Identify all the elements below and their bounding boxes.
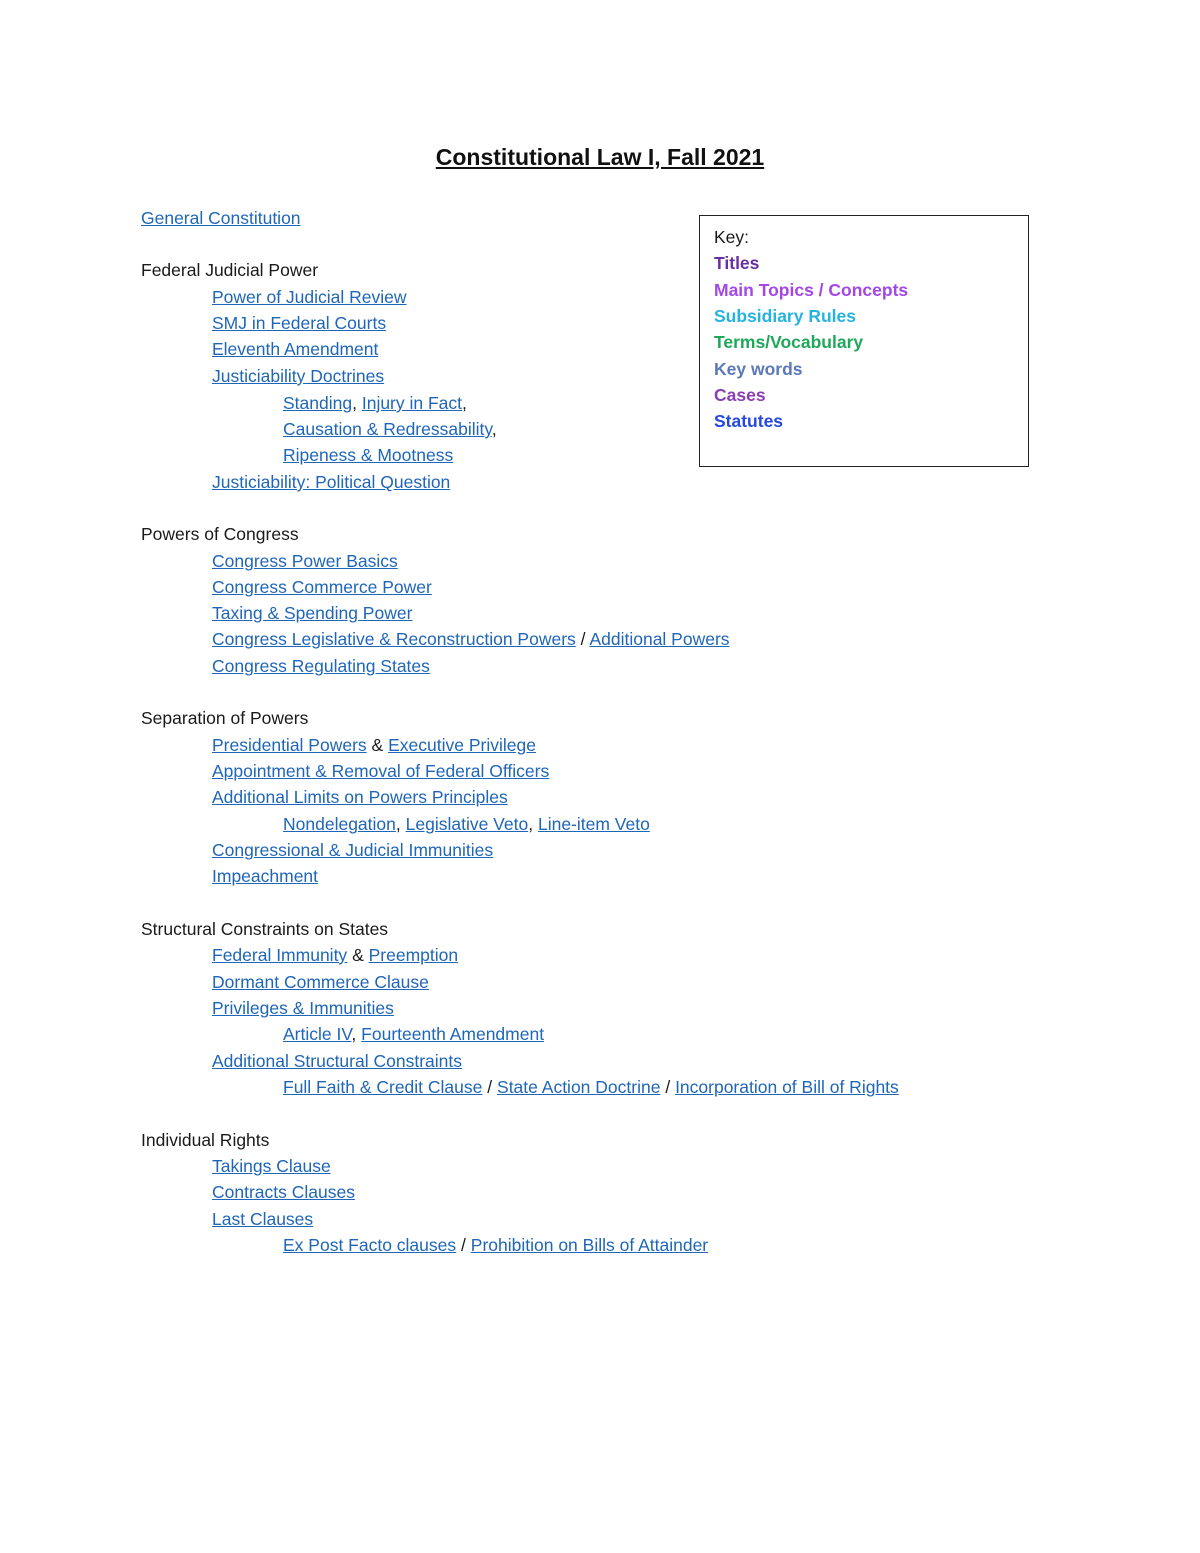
link-last-clauses[interactable]: Last Clauses [212, 1209, 314, 1229]
link-privileges-immunities[interactable]: Privileges & Immunities [212, 998, 394, 1018]
separator: / [580, 629, 586, 649]
outline-row [212, 1208, 313, 1230]
outline-row [141, 207, 301, 229]
link-ripeness-mootness[interactable]: Ripeness & Mootness [283, 445, 454, 465]
outline-row [283, 1076, 899, 1098]
outline-row [283, 813, 650, 835]
outline-row [212, 365, 384, 387]
outline-row [212, 602, 412, 624]
key-item-key-words: Key words [714, 359, 803, 379]
link-presidential-powers[interactable]: Presidential Powers [212, 735, 367, 755]
outline-row [212, 1050, 462, 1072]
link-nondelegation[interactable]: Nondelegation [283, 814, 396, 834]
link-federal-immunity[interactable]: Federal Immunity [212, 945, 348, 965]
link-congress-power-basics[interactable]: Congress Power Basics [212, 551, 398, 571]
separator: , [491, 419, 497, 439]
outline-row [283, 1023, 544, 1045]
key-item-statutes: Statutes [714, 411, 784, 431]
outline-row [212, 471, 450, 493]
link-article-iv[interactable]: Article IV [283, 1024, 352, 1044]
separator: , [462, 393, 467, 413]
link-preemption[interactable]: Preemption [368, 945, 459, 965]
link-congress-legislative[interactable]: Congress Legislative & Reconstruction Powers [212, 629, 576, 649]
section-heading-federal-judicial: Federal Judicial Power [141, 260, 319, 280]
link-legislative-veto[interactable]: Legislative Veto [405, 814, 529, 834]
outline-row [283, 392, 467, 414]
link-political-question[interactable]: Justiciability: Political Question [212, 472, 451, 492]
outline-row [212, 1181, 355, 1203]
link-power-judicial-review[interactable]: Power of Judicial Review [212, 287, 407, 307]
separator: / [461, 1235, 466, 1255]
separator: , [352, 393, 357, 413]
link-injury-in-fact[interactable]: Injury in Fact [361, 393, 463, 413]
outline-row [212, 786, 508, 808]
key-item-terms-vocabulary: Terms/Vocabulary [714, 332, 864, 352]
key-item-cases: Cases [714, 385, 766, 405]
link-additional-structural[interactable]: Additional Structural Constraints [212, 1051, 462, 1071]
separator: / [487, 1077, 493, 1097]
link-dormant-commerce[interactable]: Dormant Commerce Clause [212, 972, 429, 992]
link-justiciability-doctrines[interactable]: Justiciability Doctrines [212, 366, 385, 386]
link-congressional-judicial-immunities[interactable]: Congressional & Judicial Immunities [212, 840, 494, 860]
outline-row [212, 839, 493, 861]
separator: & [371, 735, 384, 755]
section-heading-individual: Individual Rights [141, 1130, 270, 1150]
link-impeachment[interactable]: Impeachment [212, 866, 319, 886]
outline-row [283, 1234, 708, 1256]
outline-row [212, 286, 407, 308]
key-item-titles: Titles [714, 253, 760, 273]
outline-row [212, 997, 394, 1019]
separator: , [528, 814, 534, 834]
key-item-subsidiary-rules: Subsidiary Rules [714, 306, 856, 326]
link-full-faith-credit[interactable]: Full Faith & Credit Clause [283, 1077, 483, 1097]
section-heading-states: Structural Constraints on States [141, 919, 389, 939]
link-bills-of-attainder[interactable]: Prohibition on Bills of Attainder [470, 1235, 709, 1255]
key-label: Key: [714, 227, 750, 247]
outline-row [212, 338, 378, 360]
outline-row [212, 734, 536, 756]
link-smj-federal-courts[interactable]: SMJ in Federal Courts [212, 313, 387, 333]
outline-row [212, 1155, 331, 1177]
link-causation-redressability[interactable]: Causation & Redressability [283, 419, 492, 439]
outline-row [212, 312, 386, 334]
link-state-action[interactable]: State Action Doctrine [497, 1077, 661, 1097]
link-contracts-clauses[interactable]: Contracts Clauses [212, 1182, 355, 1202]
link-congress-regulating-states[interactable]: Congress Regulating States [212, 656, 430, 676]
outline-row [212, 971, 429, 993]
outline-row [212, 655, 430, 677]
separator: & [352, 945, 364, 965]
link-appointment-removal[interactable]: Appointment & Removal of Federal Officers [212, 761, 550, 781]
outline-row [283, 418, 497, 440]
link-additional-powers[interactable]: Additional Powers [589, 629, 730, 649]
separator: , [395, 814, 401, 834]
link-line-item-veto[interactable]: Line-item Veto [537, 814, 650, 834]
link-eleventh-amendment[interactable]: Eleventh Amendment [212, 339, 379, 359]
link-standing[interactable]: Standing [283, 393, 353, 413]
separator: , [351, 1024, 357, 1044]
link-congress-commerce-power[interactable]: Congress Commerce Power [212, 577, 432, 597]
link-takings-clause[interactable]: Takings Clause [212, 1156, 331, 1176]
outline-row [212, 628, 730, 650]
section-heading-separation: Separation of Powers [141, 708, 309, 728]
separator: / [665, 1077, 671, 1097]
key-item-main-topics: Main Topics / Concepts [714, 280, 909, 300]
outline-row [212, 865, 318, 887]
link-taxing-spending[interactable]: Taxing & Spending Power [212, 603, 413, 623]
link-fourteenth-amendment[interactable]: Fourteenth Amendment [361, 1024, 545, 1044]
page-title: Constitutional Law I, Fall 2021 [435, 144, 765, 170]
link-incorporation[interactable]: Incorporation of Bill of Rights [675, 1077, 899, 1097]
outline-row [212, 576, 432, 598]
outline-row [212, 760, 549, 782]
outline-row [212, 550, 398, 572]
link-executive-privilege[interactable]: Executive Privilege [388, 735, 536, 755]
outline-row [212, 944, 458, 966]
section-heading-congress: Powers of Congress [141, 524, 299, 544]
outline-row [283, 444, 453, 466]
key-legend [699, 215, 1029, 467]
link-general-constitution[interactable]: General Constitution [141, 208, 301, 228]
link-ex-post-facto[interactable]: Ex Post Facto clauses [283, 1235, 457, 1255]
link-additional-limits[interactable]: Additional Limits on Powers Principles [212, 787, 508, 807]
